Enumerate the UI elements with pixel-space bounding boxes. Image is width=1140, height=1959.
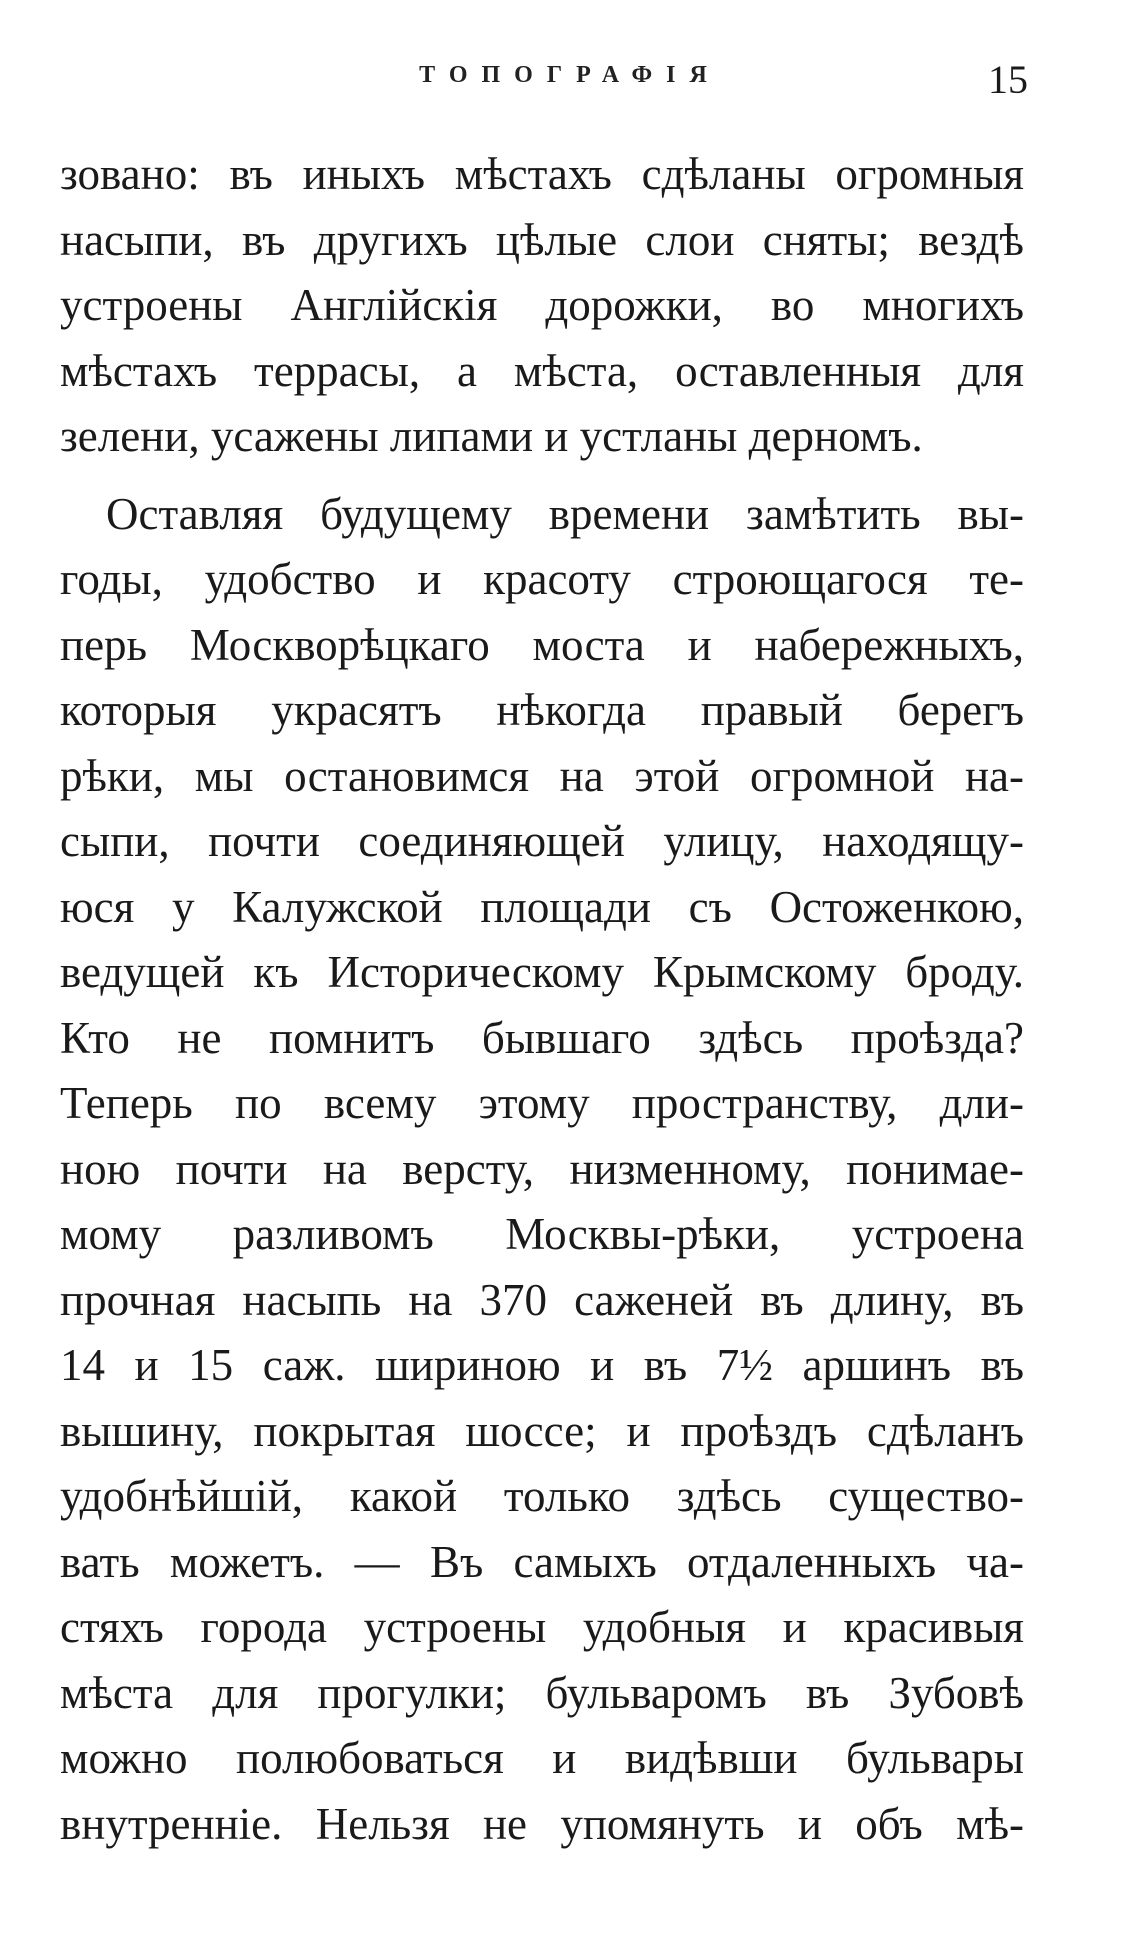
- text-line: которыя украсятъ нѣкогда правый берегъ: [60, 685, 1024, 735]
- text-line: вать можетъ. — Въ самыхъ отдаленныхъ ча-: [60, 1536, 1024, 1587]
- running-head: [0, 57, 1140, 102]
- text-line: 14 и 15 саж. шириною и въ 7½ аршинъ въ: [60, 1340, 1024, 1390]
- text-line: юся у Калужской площади съ Остоженкою,: [60, 881, 1024, 932]
- text-line: Теперь по всему этому пространству, дли-: [60, 1078, 1024, 1128]
- text-line: удобнѣйшій, какой только здѣсь существо-: [60, 1471, 1024, 1521]
- page-number: 15: [988, 57, 1028, 102]
- running-title: ТОПОГРАФІЯ: [419, 62, 721, 88]
- text-line: зелени, усажены липами и устланы дерномъ.: [60, 411, 923, 461]
- text-line: Кто не помнитъ бывшаго здѣсь проѣзда?: [60, 1012, 1024, 1063]
- text-line: годы, удобство и красоту строющагося те-: [60, 554, 1024, 604]
- text-line: мѣстахъ террасы, а мѣста, оставленныя для: [60, 345, 1024, 396]
- text-line: Оставляя будущему времени замѣтить вы-: [106, 488, 1024, 539]
- text-line: зовано: въ иныхъ мѣстахъ сдѣланы огромныя: [60, 149, 1024, 199]
- text-line: сыпи, почти соединяющей улицу, находящу-: [60, 816, 1024, 866]
- text-line: мѣста для прогулки; бульваромъ въ Зубовѣ: [60, 1667, 1024, 1718]
- text-line: перь Москворѣцкаго моста и набережныхъ,: [60, 619, 1024, 670]
- text-line: ведущей къ Историческому Крымскому броду.: [60, 947, 1024, 997]
- text-line: прочная насыпь на 370 саженей въ длину, въ: [60, 1274, 1024, 1325]
- text-line: устроены Англійскія дорожки, во многихъ: [60, 280, 1024, 330]
- text-line: насыпи, въ другихъ цѣлые слои сняты; вездѣ: [60, 214, 1024, 265]
- text-line: вышину, покрытая шоссе; и проѣздъ сдѣланъ: [60, 1405, 1024, 1456]
- paragraph-gap: [60, 470, 1024, 482]
- text-line: мому разливомъ Москвы-рѣки, устроена: [60, 1209, 1024, 1259]
- text-line: можно полюбоваться и видѣвши бульвары: [60, 1733, 1024, 1783]
- text-line: рѣки, мы остановимся на этой огромной на-: [60, 750, 1024, 801]
- text-line: стяхъ города устроены удобныя и красивыя: [60, 1602, 1024, 1652]
- body-text: [60, 142, 1024, 1857]
- text-line: ною почти на версту, низменному, понимае-: [60, 1143, 1024, 1194]
- text-line: внутренніе. Нельзя не упомянуть и объ мѣ-: [60, 1798, 1024, 1849]
